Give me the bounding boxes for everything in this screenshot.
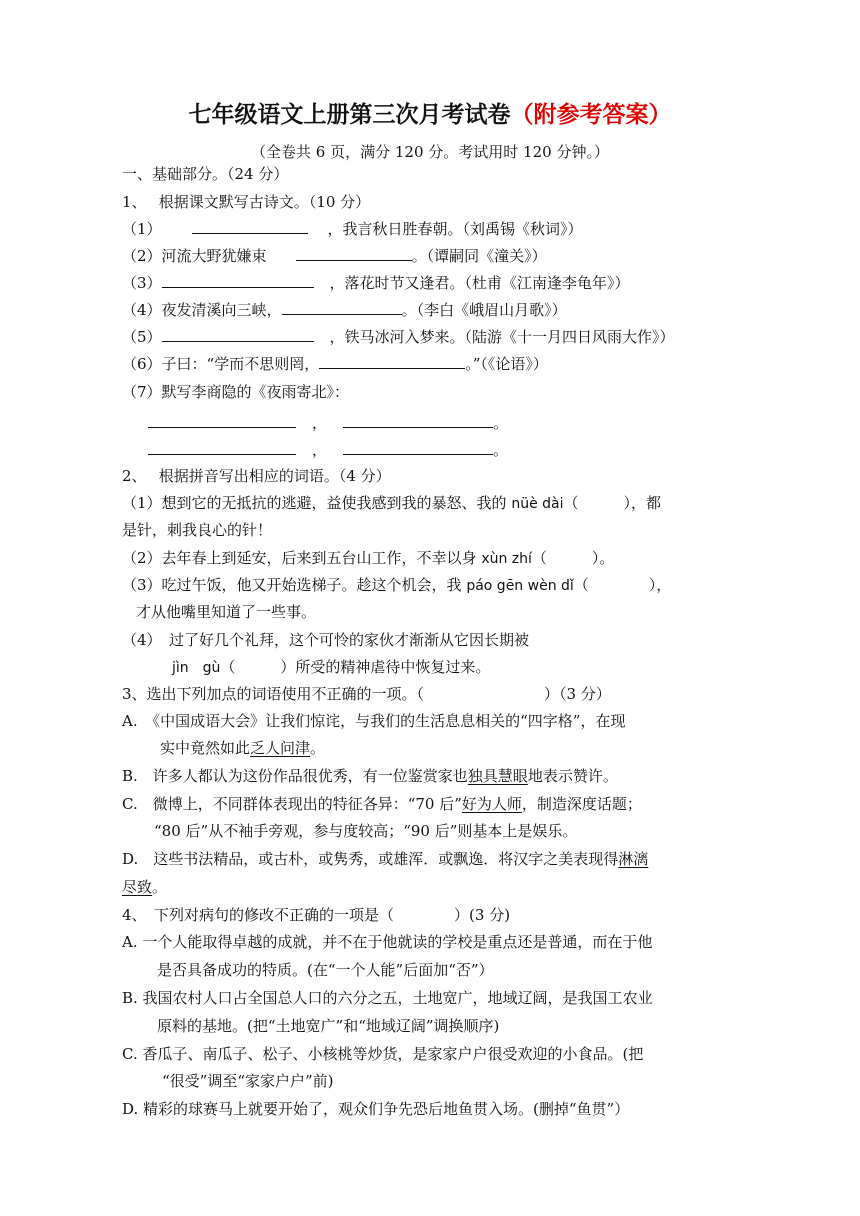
section-heading: 一、基础部分。（24 分） [122, 165, 289, 183]
q1-item-4: （4）夜发清溪向三峡， 。（李白《峨眉山月歌》） [122, 301, 567, 319]
pinyin: jìn gù [172, 660, 221, 676]
q3-option-d-cont: 尽致。 [122, 878, 168, 896]
answer-blank[interactable] [162, 327, 314, 342]
q3-option-c-cont: “80 后”从不袖手旁观，参与度较高；“90 后”则基本上是娱乐。 [154, 822, 578, 840]
q4-option-c: C. 香瓜子、南瓜子、松子、小核桃等炒货，是家家户户很受欢迎的小食品。(把 [122, 1045, 644, 1063]
q2-item-4-cont [172, 657, 490, 678]
pinyin: nüè dài [511, 496, 564, 512]
q4-option-a: A. 一个人能取得卓越的成就，并不在于他就读的学校是重点还是普通，而在于他 [122, 933, 653, 951]
q2-item-1-cont: 是针，刺我良心的针！ [122, 521, 273, 539]
title-main: 七年级语文上册第三次月考试卷 [188, 101, 511, 128]
dotted-word: 尽致 [122, 878, 153, 896]
q2-item-3: （3）吃过午饭，他又开始选梯子。趁这个机会，我 páo gēn wèn dǐ（ ）， [122, 576, 672, 594]
q2-item-2: （2）去年春上到延安，后来到五台山工作，不幸以身 xùn zhí（ ）。 [122, 549, 615, 567]
pinyin: xùn zhí [481, 551, 532, 567]
q2-item-1: （1）想到它的无抵抗的逃避，益使我感到我的暴怒、我的 nüè dài（ ），都 [122, 494, 662, 512]
exam-info: （全卷共 6 页，满分 120 分。考试用时 120 分钟。） [251, 143, 609, 161]
answer-blank[interactable] [148, 440, 296, 455]
answer-blank[interactable] [192, 219, 308, 234]
answer-blank[interactable] [148, 413, 296, 428]
q2-item-3-cont: 才从他嘴里知道了一些事。 [136, 603, 317, 621]
q1-item-3: （3） ，落花时节又逢君。（杜甫《江南逢李龟年》） [122, 274, 630, 292]
dotted-word: 乏人问津 [250, 739, 311, 757]
q4-option-b: B. 我国农村人口占全国总人口的六分之五，土地宽广，地域辽阔，是我国工农业 [122, 989, 653, 1007]
answer-blank[interactable] [162, 273, 314, 288]
answer-blank[interactable] [296, 246, 412, 261]
q1-item-7: （7）默写李商隐的《夜雨寄北》： [122, 383, 350, 401]
q3-heading: 3、选出下列加点的词语使用不正确的一项。（ ）（3 分） [122, 685, 611, 703]
q2-item-4: （4） 过了好几个礼拜，这个可怜的家伙才渐渐从它因长期被 [122, 631, 530, 649]
q4-option-c-cont: “很受”调至“家家户户”前) [162, 1072, 334, 1090]
title-answer-note: （附参考答案） [510, 101, 672, 128]
q3-option-a-cont: 实中竟然如此乏人问津。 [160, 739, 326, 757]
poem-line-1: ， 。 [148, 413, 508, 433]
poem-line-2: ， 。 [148, 440, 508, 460]
answer-paren[interactable]: （ ）。 [531, 549, 615, 567]
answer-blank[interactable] [343, 413, 493, 428]
answer-paren[interactable]: （ ）， [573, 576, 672, 594]
pinyin: páo gēn wèn dǐ [466, 578, 574, 594]
dotted-word: 独具慧眼 [467, 767, 528, 785]
q3-option-c: C. 微博上，不同群体表现出的特征各异：“70 后”好为人师，制造深度话题； [122, 795, 642, 813]
dotted-word: 好为人师 [461, 795, 522, 813]
q1-item-2: （2）河流大野犹嫌束 。（谭嗣同《潼关》） [122, 247, 547, 265]
q3-option-d: D. 这些书法精品，或古朴，或隽秀，或雄浑．或飘逸．将汉字之美表现得淋漓 [122, 850, 649, 868]
q1-item-6: （6）子曰：“学而不思则罔， 。”（《论语》） [122, 355, 548, 373]
q4-option-d: D. 精彩的球赛马上就要开始了，观众们争先恐后地鱼贯入场。(删掉“鱼贯”） [122, 1100, 630, 1118]
answer-blank[interactable] [282, 300, 402, 315]
answer-paren[interactable]: （ ）所受的精神虐待中恢复过来。 [220, 658, 491, 676]
q1-item-1: （1） ，我言秋日胜春朝。（刘禹锡《秋词》） [122, 220, 583, 238]
dotted-word: 淋漓 [618, 850, 649, 868]
answer-blank[interactable] [319, 354, 465, 369]
page-title [0, 98, 860, 132]
answer-paren[interactable]: （ ），都 [563, 494, 662, 512]
q4-heading: 4、 下列对病句的修改不正确的一项是（ ）(3 分) [122, 906, 511, 924]
q3-option-a: A. 《中国成语大会》让我们惊诧，与我们的生活息息相关的“四字格”，在现 [122, 712, 626, 730]
q3-option-b: B. 许多人都认为这份作品很优秀，有一位鉴赏家也独具慧眼地表示赞许。 [122, 767, 618, 785]
q2-heading: 2、 根据拼音写出相应的词语。（4 分） [122, 467, 391, 485]
q1-heading: 1、 根据课文默写古诗文。（10 分） [122, 193, 371, 211]
q4-option-a-cont: 是否具备成功的特质。(在“一个人能”后面加“否”） [157, 961, 494, 979]
q1-item-5: （5） ，铁马冰河入梦来。（陆游《十一月四日风雨大作》） [122, 328, 675, 346]
q4-option-b-cont: 原料的基地。(把“土地宽广”和“地域辽阔”调换顺序) [157, 1017, 500, 1035]
answer-blank[interactable] [343, 440, 493, 455]
